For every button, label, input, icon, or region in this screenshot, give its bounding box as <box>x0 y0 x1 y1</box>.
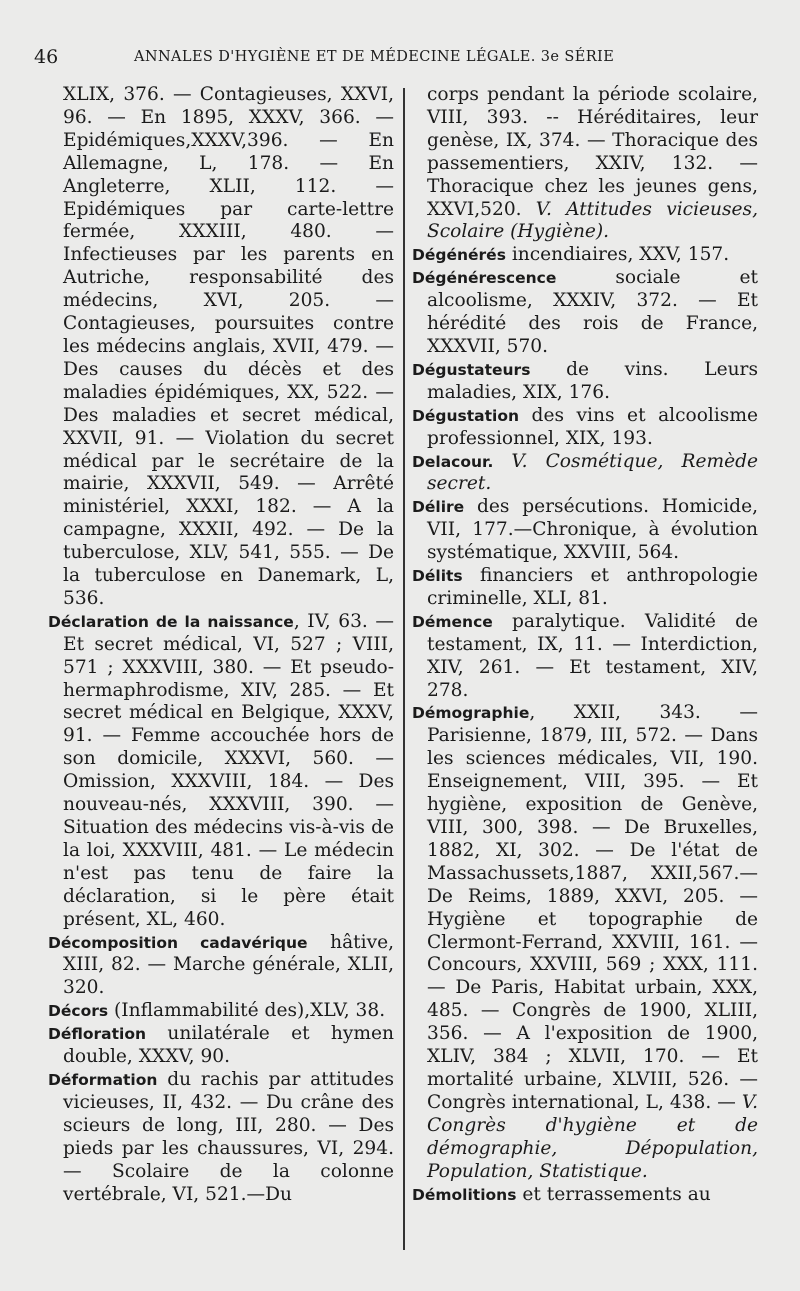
index-keyword: Déclaration de la naissance <box>48 612 294 631</box>
index-keyword: Délire <box>412 498 465 517</box>
index-keyword: Délits <box>412 567 463 586</box>
index-keyword: Défloration <box>48 1025 147 1044</box>
index-entry <box>412 1184 758 1207</box>
index-entry <box>412 496 758 565</box>
index-text: et terrassements au <box>516 1183 711 1205</box>
index-cross-reference: V. Attitudes vicieuses, Scolaire (Hygiène). <box>427 198 758 243</box>
column-divider <box>403 88 405 1250</box>
index-cross-reference: V. Congrès d'hygiène et de démographie, Dépopulation, Population, Statistique. <box>427 1091 758 1182</box>
running-title: ANNALES D'HYGIÈNE ET DE MÉDECINE LÉGALE. 3e SÉRIE <box>134 49 615 65</box>
index-keyword: Dégénérés <box>412 246 506 265</box>
index-text <box>493 451 511 472</box>
index-text: paralytique. Validité de testament, IX, 11. — Interdiction, XIV, 261. — Et testament, XIV, 278. <box>427 610 758 701</box>
index-text: incendiaires, XXV, 157. <box>505 244 730 266</box>
index-entry <box>412 451 758 497</box>
index-text: corps pendant la période scolaire, VIII, 393. -- Héréditaires, leur genèse, IX, 374. — Thoracique des passementiers, XXIV, 132. —Thoracique chez les jeunes gens, XXVI,520. <box>427 84 758 220</box>
index-entry <box>412 405 758 451</box>
index-entry <box>412 611 758 703</box>
index-keyword: Dégénérescence <box>412 269 557 288</box>
index-entry <box>412 267 758 359</box>
index-keyword: Déformation <box>48 1070 158 1089</box>
page-number: 46 <box>34 46 59 68</box>
index-keyword: Décors <box>48 1002 109 1021</box>
index-text: des vins et alcoolisme professionnel, XIX, 193. <box>427 404 758 449</box>
index-keyword: Démence <box>412 612 493 631</box>
index-text: , XXII, 343. — Parisienne, 1879, III, 572. — Dans les sciences médicales, VII, 190. Enseignement, VIII, 395. — Et hygiène, exposition de Genève, VIII, 300, 398. — De Bruxelles, 1882, XI, 302. — De l'état de Massachussets,1887, XXII,567.— De Reims, 1889, XXVI, 205. — Hygiène et topographie de Clermont-Ferrand, XXVIII, 161. — Concours, XXVIII, 569 ; XXX, 111. — De Paris, Habitat urbain, XXX, 485. — Congrès de 1900, XLIII, 356. — A l'exposition de 1900, XLIV, 384 ; XLVII, 170. — Et mortalité urbaine, XLVIII, 526. — Congrès international, L, 438. — <box>427 702 758 1113</box>
index-cross-reference: V. Cosmétique, Remède secret. <box>427 450 758 495</box>
index-entry <box>48 611 394 932</box>
page-header <box>34 46 764 72</box>
index-text: sociale et alcoolisme, XXXIV, 372. — Et hérédité des rois de France, XXXVII, 570. <box>427 267 758 357</box>
index-text: financiers et anthropologie criminelle, XLI, 81. <box>427 565 758 609</box>
index-entry <box>48 1023 394 1069</box>
index-entry <box>48 84 394 611</box>
index-keyword: Dégustateurs <box>412 360 531 379</box>
index-keyword: Démographie <box>412 704 530 723</box>
index-text: du rachis par attitudes vicieuses, II, 432. — Du crâne des scieurs de long, III, 280. — Des pieds par les chaussures, VI, 294. — Scolaire de la colonne vertébrale, VI, 521.—Du <box>63 1068 394 1205</box>
index-text: de vins. Leurs maladies, XIX, 176. <box>427 358 758 403</box>
index-text: (Inflammabilité des),XLV, 38. <box>108 1000 386 1022</box>
index-entry <box>412 565 758 611</box>
index-text: unilatérale et hymen double, XXXV, 90. <box>63 1023 394 1068</box>
index-entry <box>48 1000 394 1023</box>
index-text: hâtive, XIII, 82. — Marche générale, XLII, 320. <box>63 931 394 999</box>
index-keyword: Démolitions <box>412 1185 517 1204</box>
index-entry <box>412 84 758 244</box>
index-keyword: Delacour. <box>412 452 494 471</box>
index-entry <box>412 244 758 267</box>
index-keyword: Décomposition cadavérique <box>48 933 308 952</box>
index-entry <box>412 359 758 405</box>
index-entry <box>48 932 394 1001</box>
index-keyword: Dégustation <box>412 406 520 425</box>
index-text: XLIX, 376. — Contagieuses, XXVI, 96. — En 1895, XXXV, 366. — Epidémiques,XXXV,396. — En Allemagne, L, 178. — En Angleterre, XLII, 112. — Epidémiques par carte-lettre fermée, XXXIII, 480. — Infectieuses par les parents en Autriche, responsabilité des médecins, XVI, 205. — Contagieuses, poursuites contre les médecins anglais, XVII, 479. — Des causes du décès et des maladies épidémiques, XX, 522. — Des maladies et secret médical, XXVII, 91. — Violation du secret médical par le secrétaire de la mairie, XXXVII, 549. — Arrêté ministériel, XXXI, 182. — A la campagne, XXXII, 492. — De la tuberculose, XLV, 541, 555. — De la tuberculose en Danemark, L, 536. <box>63 84 394 609</box>
right-column <box>412 84 758 1206</box>
index-entry <box>412 702 758 1183</box>
left-column <box>48 84 394 1206</box>
index-text: des persécutions. Homicide, VII, 177.—Chronique, à évolution systématique, XXVIII, 564. <box>427 496 758 564</box>
index-text: , IV, 63. — Et secret médical, VI, 527 ; VIII, 571 ; XXXVIII, 380. — Et pseudo-hermaphrodisme, XIV, 285. — Et secret médical en Belgique, XXXV, 91. — Femme accouchée hors de son domicile, XXXVI, 560. — Omission, XXXVIII, 184. — Des nouveau-nés, XXXVIII, 390. — Situation des médecins vis-à-vis de la loi, XXXVIII, 481. — Le médecin n'est pas tenu de faire la déclaration, si le père était présent, XL, 460. <box>63 610 394 930</box>
index-entry <box>48 1069 394 1206</box>
